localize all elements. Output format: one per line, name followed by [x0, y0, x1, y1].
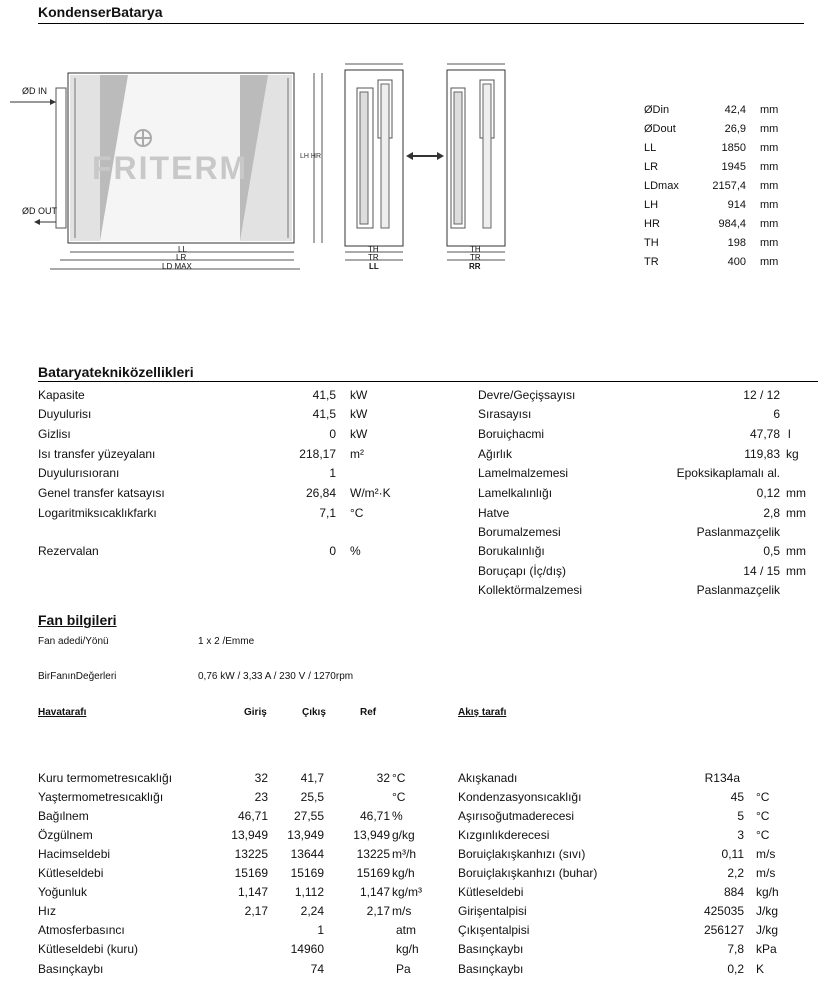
label-tr-rr: TR — [470, 253, 481, 262]
air-ref: 13,949 — [353, 828, 390, 842]
fluid-label: Basınçkaybı — [458, 962, 524, 976]
air-in: 13225 — [234, 847, 268, 861]
tech-value: Paslanmazçelik — [696, 583, 780, 597]
fluid-value: 256127 — [703, 923, 744, 937]
label-ll: LL — [178, 245, 187, 254]
dim-name: LL — [644, 142, 657, 154]
air-unit: m³/h — [392, 847, 416, 861]
dim-name: HR — [644, 218, 660, 230]
label-ldmax: LD MAX — [162, 262, 192, 271]
tech-label: Sırasayısı — [478, 407, 532, 421]
air-unit: kg/m³ — [392, 885, 422, 899]
air-label: Özgülnem — [38, 828, 93, 842]
page-title: KondenserBatarya — [38, 4, 163, 20]
tech-unit: m² — [350, 447, 364, 461]
fluid-unit: m/s — [756, 847, 776, 861]
fluid-label: Çıkışentalpisi — [458, 923, 530, 937]
air-col-out: Çıkış — [302, 707, 326, 718]
tech-unit: kg — [786, 447, 799, 461]
tech-value: 218,17 — [299, 447, 336, 461]
tech-value: 0,5 — [763, 544, 780, 558]
tech-unit: l — [788, 427, 791, 441]
fluid-label: Basınçkaybı — [458, 942, 524, 956]
air-out: 13,949 — [287, 828, 324, 842]
air-unit: atm — [396, 923, 417, 937]
dim-unit: mm — [760, 199, 779, 211]
air-unit: % — [392, 809, 403, 823]
fluid-unit: m/s — [756, 866, 776, 880]
dim-unit: mm — [760, 161, 779, 173]
air-label: Kütleseldebi (kuru) — [38, 942, 139, 956]
air-ref: 15169 — [356, 866, 390, 880]
dim-value: 1945 — [721, 161, 746, 173]
air-unit: g/kg — [392, 828, 415, 842]
tech-value: 7,1 — [319, 506, 336, 520]
tech-unit: % — [350, 544, 361, 558]
air-out: 15169 — [290, 866, 324, 880]
tech-label: Devre/Geçişsayısı — [478, 388, 576, 402]
air-label: Yaştermometresıcaklığı — [38, 790, 164, 804]
air-in: 15169 — [234, 866, 268, 880]
air-out: 41,7 — [300, 771, 324, 785]
fluid-unit: °C — [756, 790, 770, 804]
dim-name: TR — [644, 256, 659, 268]
air-in: 1,147 — [237, 885, 268, 899]
svg-text:LH HR: LH HR — [300, 153, 322, 160]
tech-label: Genel transfer katsayısı — [38, 486, 165, 500]
air-ref: 46,71 — [359, 809, 390, 823]
tech-value: 0 — [329, 427, 336, 441]
dim-unit: mm — [760, 104, 779, 116]
air-in: 13,949 — [231, 828, 268, 842]
air-ref: 32 — [376, 771, 390, 785]
air-unit: kg/h — [392, 866, 415, 880]
air-unit: °C — [392, 771, 406, 785]
label-d-in: ØD IN — [22, 86, 48, 96]
label-th-rr: TH — [470, 245, 481, 254]
dim-name: ØDin — [644, 104, 670, 116]
dim-name: LH — [644, 199, 659, 211]
fan-count-value: 1 x 2 /Emme — [198, 636, 255, 647]
fluid-label: Boruiçlakışkanhızı (sıvı) — [458, 847, 586, 861]
air-label: Basınçkaybı — [38, 962, 104, 976]
tech-label: Lamelkalınlığı — [478, 486, 553, 500]
tech-value: 41,5 — [312, 388, 336, 402]
tech-unit: mm — [786, 544, 806, 558]
air-out: 1 — [317, 923, 324, 937]
fluid-unit: kg/h — [756, 885, 779, 899]
fluid-value: 2,2 — [727, 866, 744, 880]
tech-value: 12 / 12 — [743, 388, 780, 402]
tech-label: Borukalınlığı — [478, 544, 545, 558]
dim-unit: mm — [760, 256, 779, 268]
air-label: Atmosferbasıncı — [38, 923, 125, 937]
dim-unit: mm — [760, 237, 779, 249]
air-ref: 1,147 — [359, 885, 390, 899]
tech-heading: Bataryatekniközellikleri — [38, 364, 194, 380]
air-col-ref: Ref — [360, 707, 377, 718]
fluid-label: Kütleseldebi — [458, 885, 524, 899]
air-out: 25,5 — [300, 790, 324, 804]
tech-unit: °C — [350, 506, 364, 520]
fluid-value: 5 — [737, 809, 744, 823]
air-out: 2,24 — [300, 904, 324, 918]
label-lr: LR — [176, 253, 187, 262]
fan-count-label: Fan adedi/Yönü — [38, 636, 109, 647]
tech-value: 0,12 — [756, 486, 780, 500]
tech-value: 0 — [329, 544, 336, 558]
tech-label: Logaritmiksıcaklıkfarkı — [38, 506, 157, 520]
dim-value: 26,9 — [724, 123, 746, 135]
air-col-in: Giriş — [244, 707, 267, 718]
air-label: Bağılnem — [38, 809, 89, 823]
dim-name: TH — [644, 237, 659, 249]
dim-unit: mm — [760, 218, 779, 230]
air-out: 74 — [310, 962, 324, 976]
dim-unit: mm — [760, 180, 779, 192]
air-label: Kütleseldebi — [38, 866, 104, 880]
air-label: Hacimseldebi — [38, 847, 111, 861]
dim-value: 914 — [727, 199, 746, 211]
fan-heading: Fan bilgileri — [38, 612, 117, 628]
tech-unit: kW — [350, 407, 368, 421]
tech-value: 26,84 — [305, 486, 336, 500]
fluid-value: R134a — [704, 771, 740, 785]
air-out: 13644 — [290, 847, 324, 861]
fluid-label: Akışkanadı — [458, 771, 518, 785]
tech-value: Epoksikaplamalı al. — [676, 466, 780, 480]
label-view-ll: LL — [369, 262, 379, 271]
tech-label: Boruiçhacmi — [478, 427, 545, 441]
fan-values-label: BirFanınDeğerleri — [38, 671, 117, 682]
fluid-value: 884 — [723, 885, 744, 899]
fan-values-value: 0,76 kW / 3,33 A / 230 V / 1270rpm — [198, 671, 354, 682]
fluid-label: Boruiçlakışkanhızı (buhar) — [458, 866, 598, 880]
tech-value: 14 / 15 — [743, 564, 780, 578]
air-in: 2,17 — [244, 904, 268, 918]
fluid-unit: kPa — [756, 942, 777, 956]
dim-value: 400 — [727, 256, 746, 268]
fluid-label: Girişentalpisi — [458, 904, 527, 918]
air-out: 1,112 — [294, 885, 324, 899]
fluid-unit: J/kg — [756, 923, 779, 937]
dim-value: 42,4 — [724, 104, 746, 116]
tech-value: 47,78 — [749, 427, 780, 441]
fluid-label: Kızgınlıkderecesi — [458, 828, 550, 842]
fluid-label: Aşırısoğutmaderecesi — [458, 809, 575, 823]
fluid-value: 425035 — [703, 904, 744, 918]
label-view-rr: RR — [469, 262, 481, 271]
fluid-unit: °C — [756, 828, 770, 842]
dim-unit: mm — [760, 123, 779, 135]
air-unit: m/s — [392, 904, 412, 918]
tech-unit: mm — [786, 564, 806, 578]
fluid-value: 7,8 — [727, 942, 744, 956]
tech-label: Kapasite — [38, 388, 85, 402]
fluid-unit: J/kg — [756, 904, 779, 918]
fluid-unit: °C — [756, 809, 770, 823]
tech-value: 119,83 — [744, 447, 780, 461]
tech-unit: kW — [350, 388, 368, 402]
air-in: 32 — [254, 771, 268, 785]
air-out: 14960 — [290, 942, 324, 956]
label-tr-ll: TR — [368, 253, 379, 262]
tech-label: Borumalzemesi — [478, 525, 561, 539]
dim-value: 198 — [727, 237, 746, 249]
title-rule — [38, 23, 804, 24]
fluid-value: 3 — [737, 828, 744, 842]
tech-value: 41,5 — [312, 407, 336, 421]
friterm-logo: FRITERM — [92, 150, 249, 186]
air-in: 46,71 — [237, 809, 268, 823]
dim-name: ØDout — [644, 123, 676, 135]
tech-value: 1 — [329, 466, 336, 480]
tech-value: 2,8 — [763, 506, 780, 520]
tech-label: Gizlisı — [38, 427, 71, 441]
dim-name: LR — [644, 161, 659, 173]
air-heading: Havatarafı — [38, 707, 87, 718]
tech-label: Isı transfer yüzeyalanı — [38, 447, 156, 461]
tech-label: Duyulurısıoranı — [38, 466, 120, 480]
tech-value: 6 — [773, 407, 780, 421]
tech-rule — [38, 381, 818, 382]
dim-value: 1850 — [721, 142, 746, 154]
air-out: 27,55 — [293, 809, 324, 823]
fluid-value: 0,11 — [721, 847, 744, 861]
tech-label: Lamelmalzemesi — [478, 466, 569, 480]
air-unit: Pa — [396, 962, 411, 976]
tech-label: Kollektörmalzemesi — [478, 583, 583, 597]
tech-label: Boruçapı (İç/dış) — [478, 564, 567, 578]
air-label: Yoğunluk — [38, 885, 87, 899]
label-th-ll: TH — [368, 245, 379, 254]
fluid-heading: Akış tarafı — [458, 707, 507, 718]
tech-unit: mm — [786, 486, 806, 500]
fluid-value: 45 — [730, 790, 744, 804]
dim-value: 984,4 — [718, 218, 746, 230]
dim-value: 2157,4 — [712, 180, 746, 192]
air-label: Kuru termometresıcaklığı — [38, 771, 173, 785]
fluid-unit: K — [756, 962, 765, 976]
tech-label: Hatve — [478, 506, 510, 520]
air-in: 23 — [254, 790, 268, 804]
air-unit: °C — [392, 790, 406, 804]
air-unit: kg/h — [396, 942, 419, 956]
label-d-out: ØD OUT — [22, 206, 57, 216]
tech-unit: kW — [350, 427, 368, 441]
tech-label: Ağırlık — [478, 447, 513, 461]
air-label: Hız — [38, 904, 56, 918]
air-ref: 13225 — [356, 847, 390, 861]
air-ref: 2,17 — [366, 904, 390, 918]
tech-label: Duyulurisı — [38, 407, 92, 421]
tech-value: Paslanmazçelik — [696, 525, 780, 539]
tech-unit: W/m²·K — [350, 486, 391, 500]
tech-label: Rezervalan — [38, 544, 99, 558]
fluid-value: 0,2 — [727, 962, 744, 976]
dim-unit: mm — [760, 142, 779, 154]
fluid-label: Kondenzasyonsıcaklığı — [458, 790, 582, 804]
tech-unit: mm — [786, 506, 806, 520]
dim-name: LDmax — [644, 180, 679, 192]
